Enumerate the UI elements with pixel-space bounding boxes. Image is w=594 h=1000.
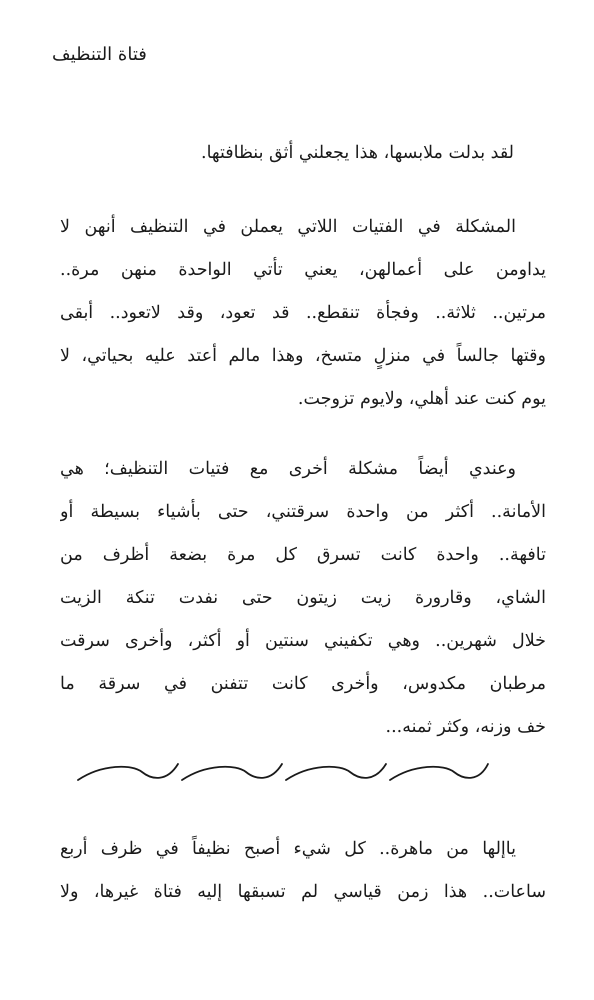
page-title: فتاة التنظيف bbox=[52, 44, 147, 65]
paragraph-4 bbox=[60, 828, 546, 914]
text-line: خلال شهرين.. وهي تكفيني سنتين أو أكثر، وأخرى سرقت bbox=[60, 631, 546, 651]
paragraph-1 bbox=[60, 132, 546, 175]
swash-divider-icon bbox=[72, 756, 492, 788]
text-line: تافهة.. واحدة كانت تسرق كل مرة بضعة أظرف من bbox=[60, 545, 546, 565]
text-line: مرتين.. ثلاثة.. وفجأة تنقطع.. قد تعود، وقد لاتعود.. أبقى bbox=[60, 303, 546, 323]
text-line: مرطبان مكدوس، وأخرى كانت تتفنن في سرقة ما bbox=[60, 674, 546, 694]
text-line: المشكلة في الفتيات اللاتي يعملن في التنظيف أنهن لا bbox=[60, 217, 516, 237]
text-line: يوم كنت عند أهلي، ولايوم تزوجت. bbox=[297, 389, 546, 409]
text-line: الشاي، وقارورة زيت زيتون حتى نفدت تنكة الزيت bbox=[60, 588, 546, 608]
text-line: الأمانة.. أكثر من واحدة سرقتني، حتى بأشياء بسيطة أو bbox=[60, 502, 546, 522]
text-line: لقد بدلت ملابسها، هذا يجعلني أثق بنظافتها. bbox=[201, 143, 514, 163]
text-line: ياإلها من ماهرة.. كل شيء أصبح نظيفاً في ظرف أربع bbox=[60, 839, 516, 859]
text-line: ساعات.. هذا زمن قياسي لم تسبقها إليه فتاة غيرها، ولا bbox=[60, 882, 546, 902]
paragraph-2 bbox=[60, 206, 546, 421]
text-line: خف وزنه، وكثر ثمنه... bbox=[385, 717, 546, 737]
text-line: وعندي أيضاً مشكلة أخرى مع فتيات التنظيف؛ هي bbox=[60, 459, 516, 479]
text-line: وقتها جالساً في منزلٍ متسخ، وهذا مالم أعتد عليه بحياتي، لا bbox=[60, 346, 546, 366]
text-line: يداومن على أعمالهن، يعني تأتي الواحدة منهن مرة.. bbox=[60, 260, 546, 280]
paragraph-3 bbox=[60, 448, 546, 749]
